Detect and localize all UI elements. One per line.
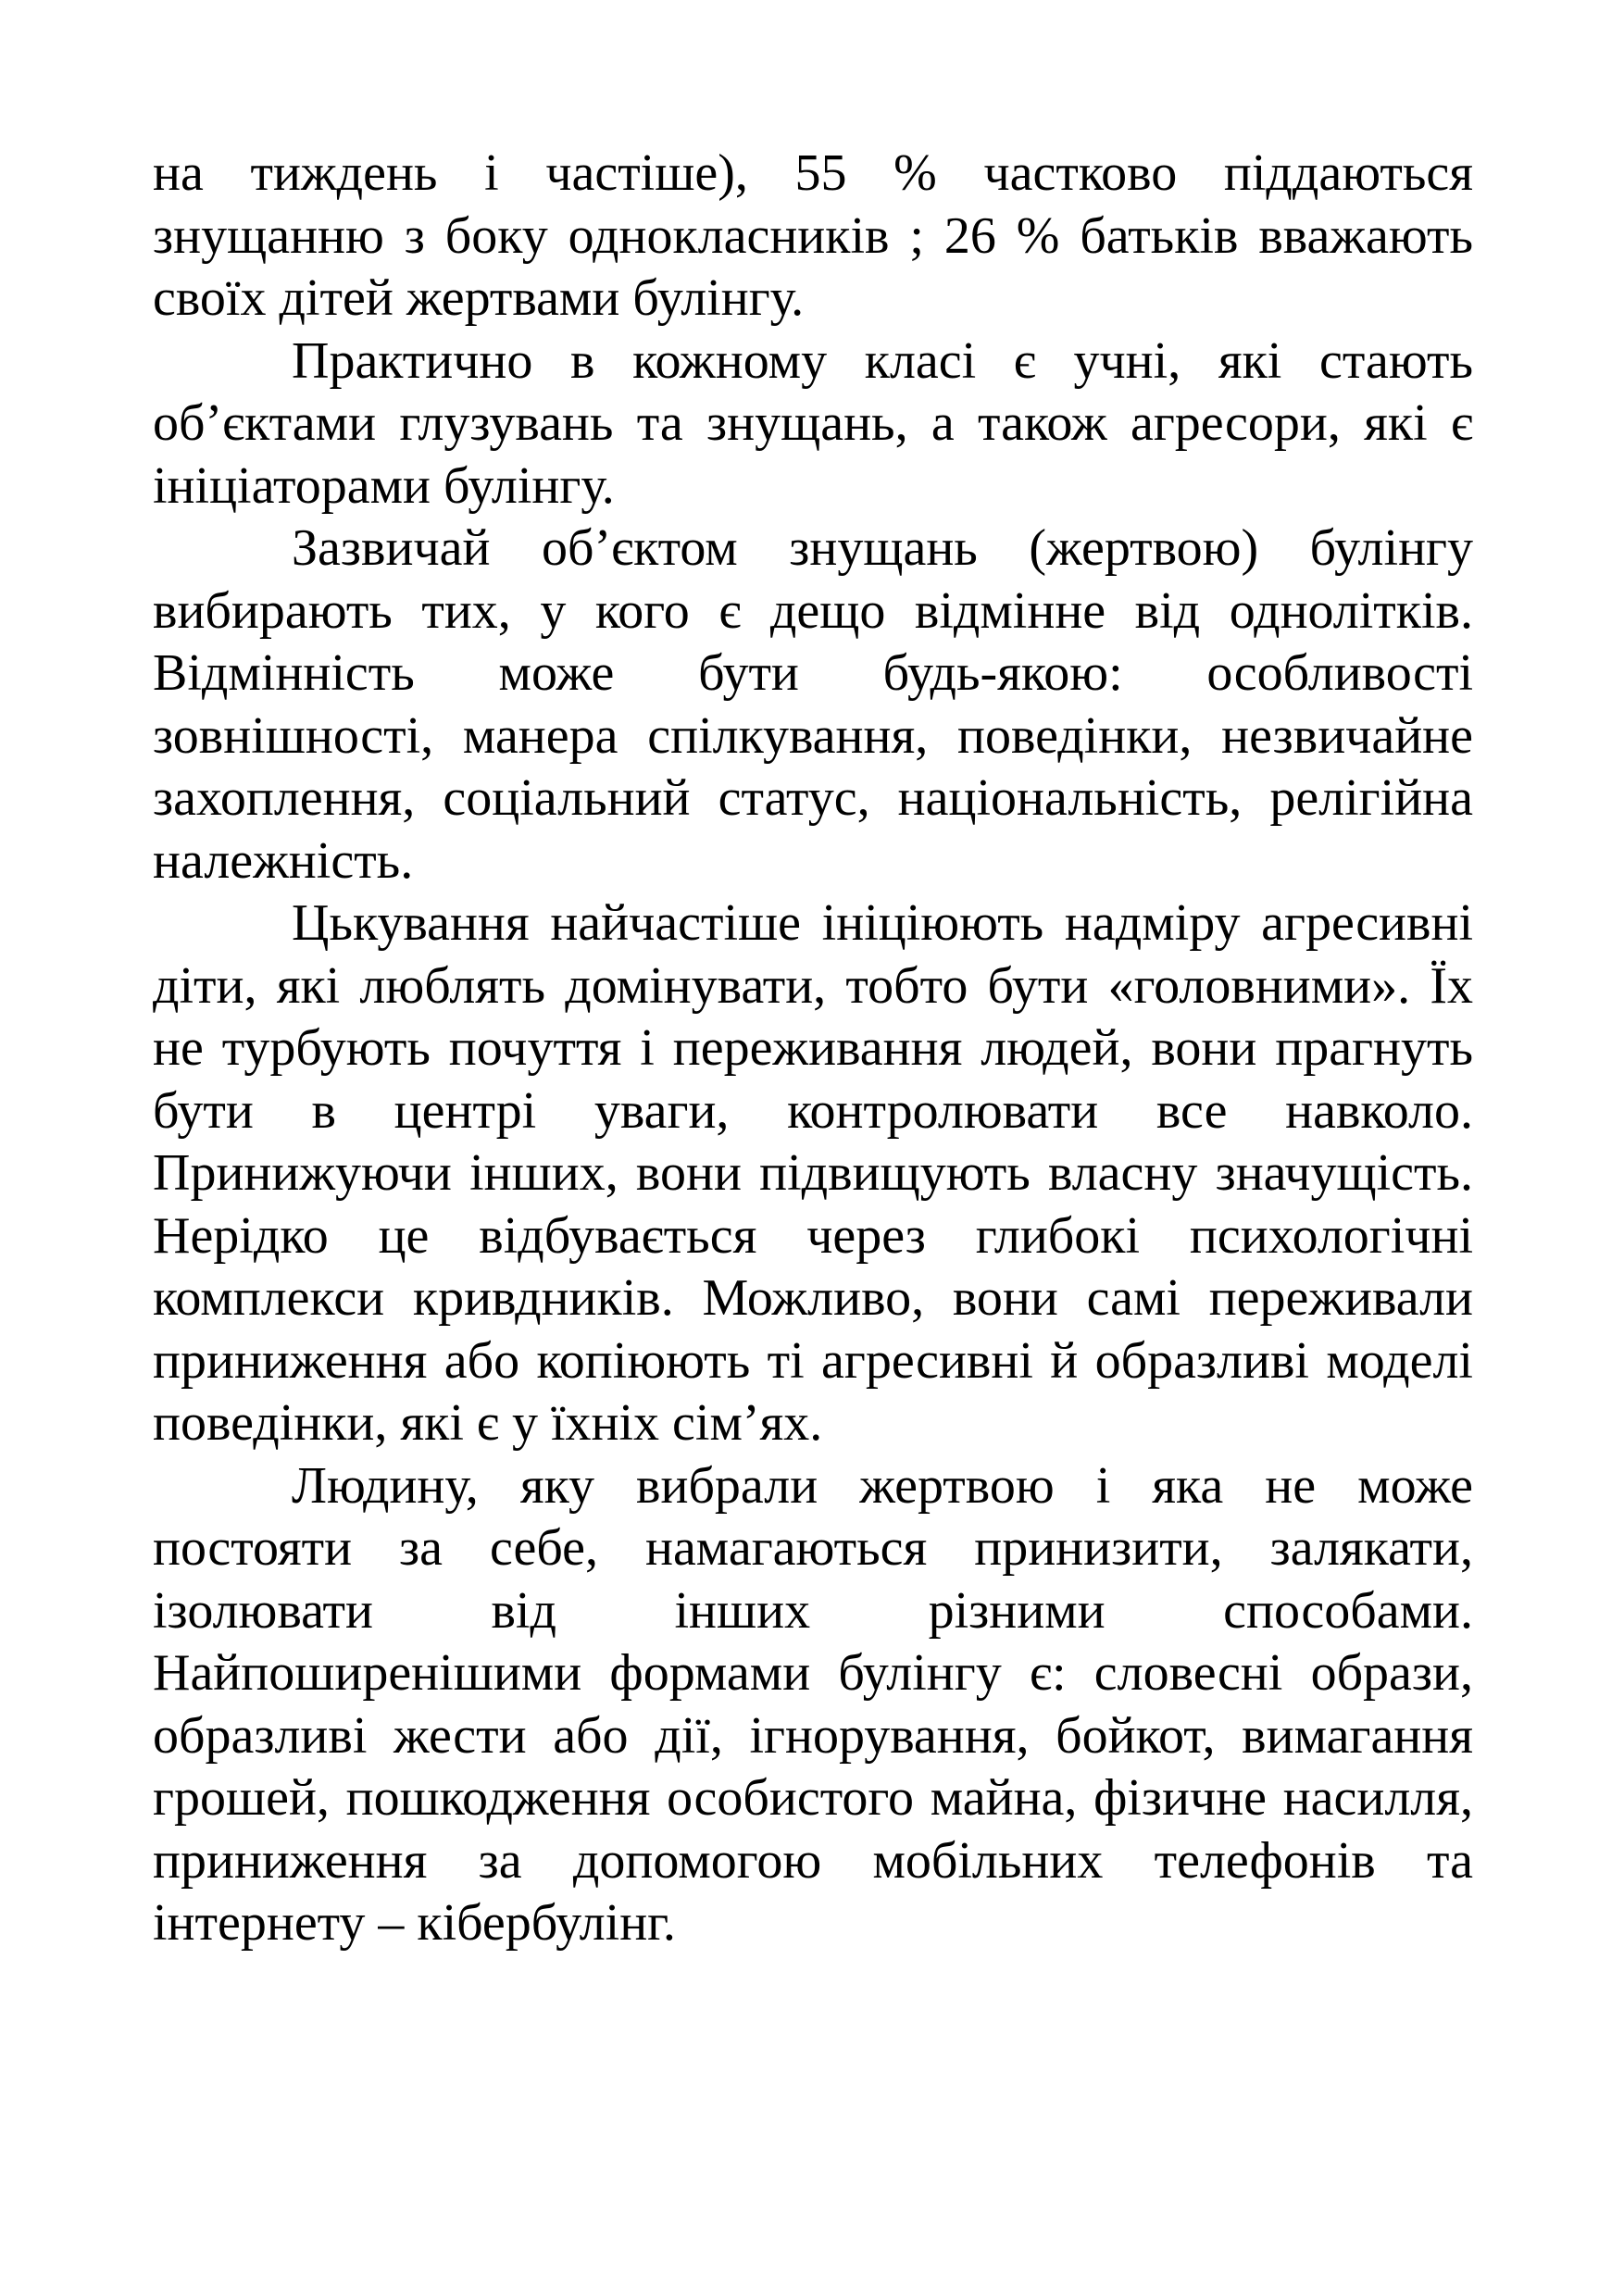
body-text [153, 143, 1473, 1955]
paragraph-bullying-forms: Людину, яку вибрали жертвою і яка не може постояти за себе, намагаються принизити, залякати, ізолювати від інших різними способами. Найпоширенішими формами булінгу є: словесні образи, образливі жести або дії, ігнорування, бойкот, вимагання грошей, пошкодження особистого майна, фізичне насилля, приниження за допомогою мобільних телефонів та інтернету – кібербулінг. [153, 1456, 1473, 1952]
paragraph-classroom-aggressors: Практично в кожному класі є учні, які стають об’єктами глузувань та знущань, а також агресори, які є ініціаторами булінгу. [153, 331, 1473, 515]
paragraph-victim-differences: Зазвичай об’єктом знущань (жертвою) булінгу вибирають тих, у кого є дещо відмінне від однолітків. Відмінність може бути будь-якою: особливості зовнішності, манера спілкування, поведінки, незвичайне захоплення, соціальний статус, національність, релігійна належність. [153, 519, 1473, 890]
paragraph-continuation: на тиждень і частіше), 55 % частково піддаються знущанню з боку однокласників ; 26 % батьків вважають своїх дітей жертвами булінгу. [153, 144, 1473, 327]
paragraph-aggressive-children: Цькування найчастіше ініціюють надміру агресивні діти, які люблять домінувати, тобто бути «головними». Їх не турбують почуття і переживання людей, вони прагнуть бути в центрі уваги, контролювати все навколо. Принижуючи інших, вони підвищують власну значущість. Нерідко це відбувається через глибокі психологічні комплекси кривдників. Можливо, вони самі переживали приниження або копіюють ті агресивні й образливі моделі поведінки, які є у їхніх сім’ях. [153, 894, 1473, 1452]
